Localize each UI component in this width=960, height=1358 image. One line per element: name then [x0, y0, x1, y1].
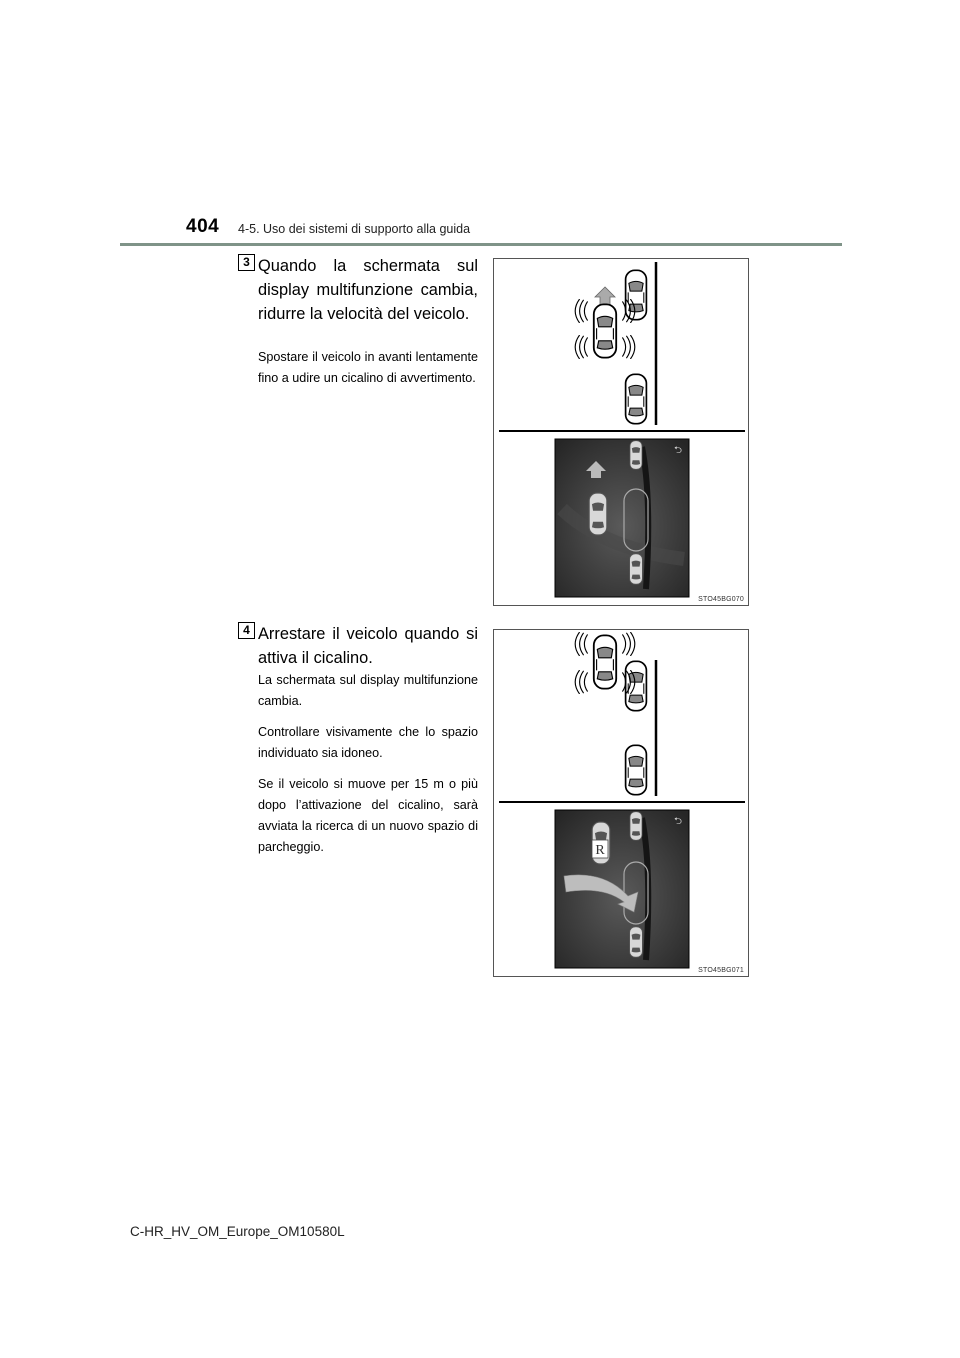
screen-parked-car-icon — [630, 927, 643, 957]
figure-code: STO45BG071 — [698, 967, 744, 974]
header-rule — [120, 243, 842, 246]
parked-car-icon — [626, 374, 647, 423]
step-badge: 3 — [238, 254, 255, 271]
gear-indicator: R — [595, 843, 605, 858]
back-icon: ⮌ — [674, 445, 683, 456]
screen-parked-car-icon — [630, 812, 642, 841]
sensor-waves-icon — [575, 299, 587, 323]
own-car-icon — [594, 635, 616, 688]
own-car-icon — [594, 304, 616, 357]
step-heading: Quando la schermata sul display multifunzione cambia, ridurre la velocità del veicolo. — [258, 257, 478, 323]
section-title: 4-5. Uso dei sistemi di supporto alla guida — [238, 222, 471, 236]
step-body — [258, 670, 478, 868]
parked-car-icon — [626, 270, 647, 319]
step-badge: 4 — [238, 622, 255, 639]
multifunction-display — [555, 810, 689, 968]
sensor-waves-icon — [575, 335, 587, 359]
figure-code: STO45BG070 — [698, 596, 744, 603]
sensor-waves-icon — [575, 632, 587, 656]
overhead-diagram — [575, 262, 656, 425]
footer-doc-code: C-HR_HV_OM_Europe_OM10580L — [130, 1224, 345, 1239]
screen-parked-car-icon — [630, 554, 643, 584]
step-paragraph: Controllare visivamente che lo spazio individuato sia idoneo. — [258, 725, 478, 760]
step-heading: Arrestare il veicolo quando si attiva il cicalino. — [258, 625, 478, 667]
step-paragraph: Spostare il veicolo in avanti lentamente fino a udire un cicalino di avvertimento. — [258, 350, 478, 385]
sensor-waves-icon — [622, 632, 634, 656]
screen-own-car-icon — [589, 493, 607, 535]
multifunction-display — [555, 439, 689, 597]
sensor-waves-icon — [622, 335, 634, 359]
screen-parked-car-icon — [630, 441, 642, 470]
overhead-diagram — [575, 632, 656, 796]
parked-car-icon — [626, 661, 647, 710]
parking-figure — [493, 629, 749, 977]
step-paragraph: La schermata sul display multifunzione cambia. — [258, 673, 478, 708]
back-icon: ⮌ — [674, 816, 683, 827]
step-body — [258, 347, 478, 399]
page-number: 404 — [186, 216, 220, 237]
parking-figure — [493, 258, 749, 606]
sensor-waves-icon — [575, 670, 587, 694]
parked-car-icon — [626, 745, 647, 794]
step-paragraph: Se il veicolo si muove per 15 m o più dopo l’attivazione del cicalino, sarà avviata la ricerca di un nuovo spazio di parcheggio. — [258, 777, 478, 854]
